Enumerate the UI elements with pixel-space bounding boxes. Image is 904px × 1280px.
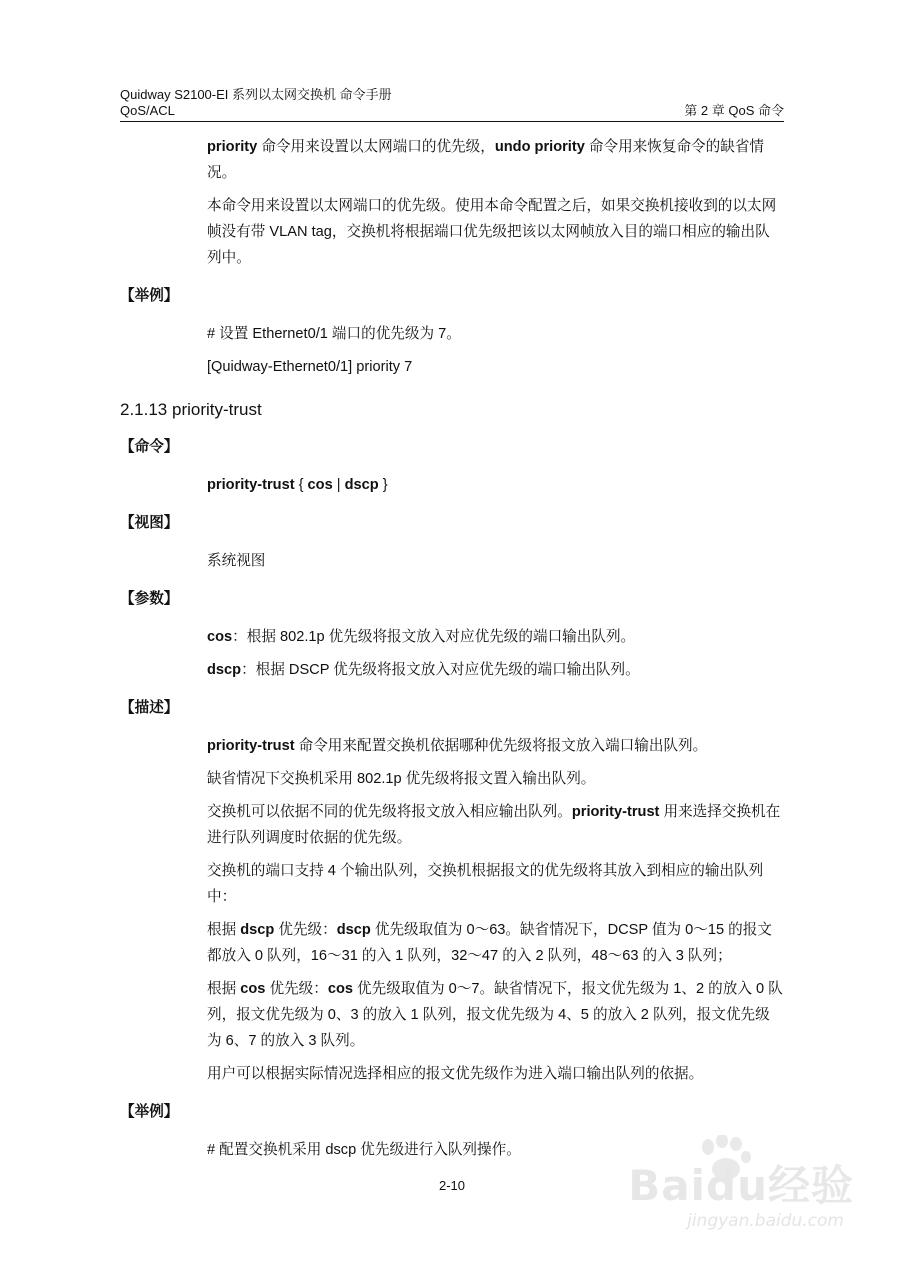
header-section-left: QoS/ACL	[120, 103, 175, 118]
param-name: cos	[207, 629, 233, 645]
description-block	[207, 733, 784, 1087]
section-label-example-2: 【举例】	[120, 1104, 179, 1120]
priority-description	[207, 134, 784, 271]
description-p7: 用户可以根据实际情况选择相应的报文优先级作为进入端口输出队列的依据。	[207, 1066, 704, 1082]
section-label-params: 【参数】	[120, 591, 179, 607]
header-title: Quidway S2100-EI 系列以太网交换机 命令手册	[120, 87, 392, 102]
desc-paragraph-2: 本命令用来设置以太网端口的优先级。使用本命令配置之后，如果交换机接收到的以太网帧没有带 VLAN tag，交换机将根据端口优先级把该以太网帧放入目的端口相应的输出队列中。	[207, 198, 777, 266]
description-p3: 交换机可以依据不同的优先级将报文放入相应输出队列。priority-trust 用来选择交换机在进行队列调度时依据的优先级。	[207, 804, 781, 846]
opt-dscp: dscp	[344, 477, 379, 493]
header-section-right: 第 2 章 QoS 命令	[684, 103, 784, 118]
command-syntax: priority-trust { cos | dscp }	[207, 477, 388, 493]
param-name: dscp	[207, 662, 242, 678]
section-label-example-1: 【举例】	[120, 288, 179, 304]
watermark-url: jingyan.baidu.com	[687, 1211, 844, 1231]
section-label-view: 【视图】	[120, 515, 179, 531]
desc-paragraph-1: priority 命令用来设置以太网端口的优先级，undo priority 命令用来恢复命令的缺省情况。	[207, 139, 765, 181]
example-comment: # 设置 Ethernet0/1 端口的优先级为 7。	[207, 326, 461, 342]
section-heading: 2.1.13 priority-trust	[120, 400, 262, 419]
example-2-comment: # 配置交换机采用 dscp 优先级进行入队列操作。	[207, 1142, 521, 1158]
example-command: [Quidway-Ethernet0/1] priority 7	[207, 359, 413, 375]
view-text: 系统视图	[207, 553, 266, 569]
description-p2: 缺省情况下交换机采用 802.1p 优先级将报文置入输出队列。	[207, 771, 596, 787]
description-p4: 交换机的端口支持 4 个输出队列，交换机根据报文的优先级将其放入到相应的输出队列中：	[207, 863, 764, 905]
cmd-priority-trust: priority-trust	[207, 477, 295, 493]
cmd-undo-priority: undo priority	[494, 139, 585, 155]
cmd-priority: priority	[207, 139, 258, 155]
section-label-description: 【描述】	[120, 700, 179, 716]
page-number: 2-10	[438, 1178, 466, 1193]
section-label-command: 【命令】	[120, 439, 179, 455]
description-p1: priority-trust 命令用来配置交换机依据哪种优先级将报文放入端口输出队列。	[207, 738, 708, 754]
param-item: cos：根据 802.1p 优先级将报文放入对应优先级的端口输出队列。	[207, 629, 636, 645]
watermark-brand: Baidu经验	[628, 1161, 854, 1210]
param-item: dscp：根据 DSCP 优先级将报文放入对应优先级的端口输出队列。	[207, 662, 640, 678]
description-p6: 根据 cos 优先级：cos 优先级取值为 0～7。缺省情况下，报文优先级为 1、2 的放入 0 队列，报文优先级为 0、3 的放入 1 队列，报文优先级为 4、5 的放入 2 队列，报文优先级为 6、7 的放入 3 队列。	[207, 981, 783, 1049]
params-list	[207, 624, 784, 683]
page-header	[120, 87, 784, 119]
opt-cos: cos	[307, 477, 333, 493]
baidu-watermark	[624, 1135, 854, 1245]
header-rule	[120, 121, 784, 122]
header-sections	[120, 103, 784, 119]
example-1	[207, 321, 784, 380]
view-text-block	[207, 548, 784, 574]
description-p5: 根据 dscp 优先级：dscp 优先级取值为 0～63。缺省情况下，DCSP 值为 0～15 的报文都放入 0 队列，16～31 的入 1 队列，32～47 的入 2 队列，48～63 的入 3 队列；	[207, 922, 772, 964]
page-body	[120, 134, 784, 1170]
